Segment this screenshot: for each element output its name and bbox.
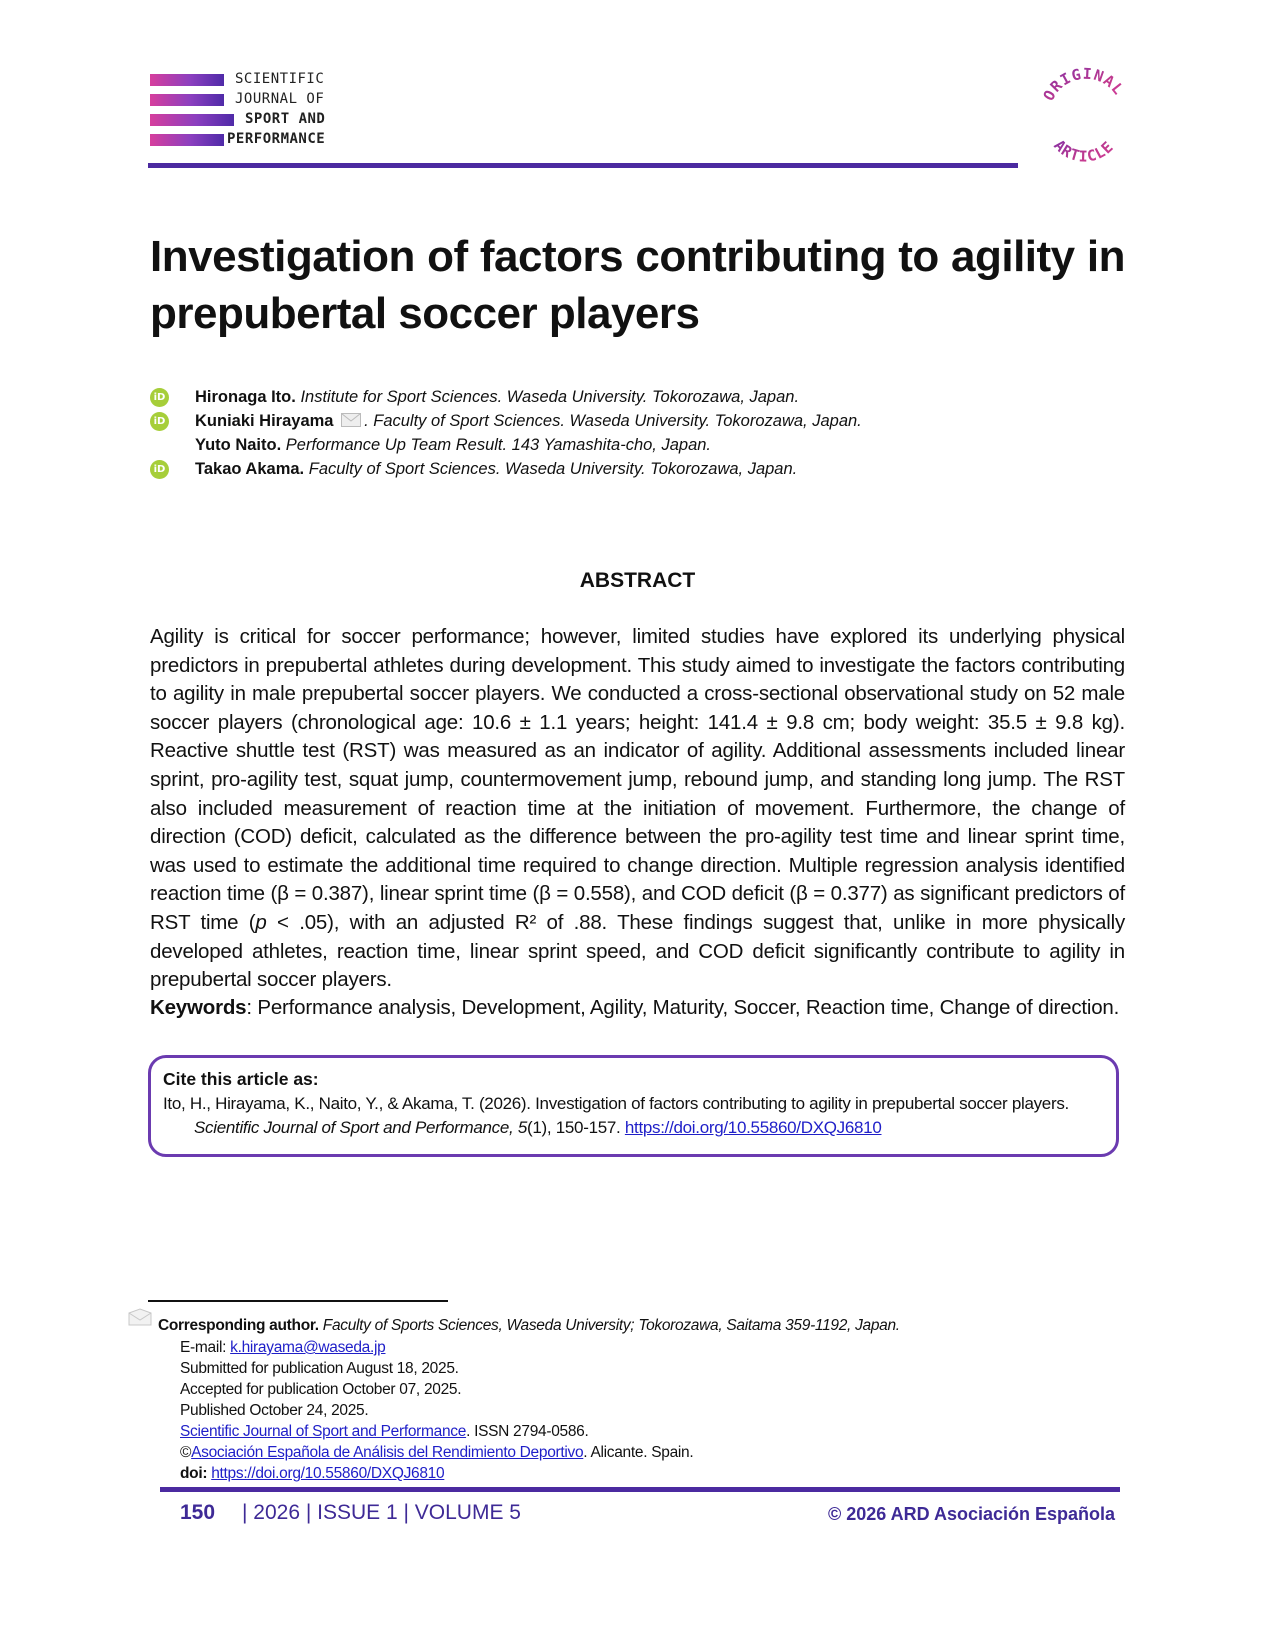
original-article-badge bbox=[1028, 62, 1138, 172]
author-name: Takao Akama. bbox=[195, 460, 305, 478]
badge-text-top: ORIGINAL bbox=[1039, 64, 1128, 104]
doi-link[interactable]: https://doi.org/10.55860/DXQJ6810 bbox=[211, 1465, 445, 1482]
citation-heading: Cite this article as: bbox=[163, 1069, 319, 1089]
journal-logo bbox=[150, 72, 350, 148]
citation-source: Scientific Journal of Sport and Performance, 5(1), 150-157. https://doi.org/10.55860/DXQJ6810 bbox=[194, 1118, 882, 1137]
author-name: Hironaga Ito. bbox=[195, 388, 296, 406]
footer-divider bbox=[160, 1487, 1120, 1492]
citation-text: Ito, H., Hirayama, K., Naito, Y., & Akama, T. (2026). Investigation of factors contributing to agility in prepubertal soccer players. bbox=[163, 1094, 1069, 1113]
logo-line: JOURNAL OF bbox=[235, 91, 325, 107]
author-name: Kuniaki Hirayama bbox=[195, 412, 334, 430]
logo-stripe bbox=[150, 94, 224, 106]
logo-stripe bbox=[150, 114, 234, 126]
keywords bbox=[150, 994, 1125, 1023]
journal-link[interactable]: Scientific Journal of Sport and Performance bbox=[180, 1423, 467, 1440]
submitted-date: Submitted for publication August 18, 2025. bbox=[180, 1360, 459, 1377]
logo-line: PERFORMANCE bbox=[227, 131, 326, 147]
corresponding-author: Corresponding author. Faculty of Sports Sciences, Waseda University; Tokorozawa, Saitama 359-1192, Japan. bbox=[158, 1317, 900, 1334]
footnote-doi: doi: https://doi.org/10.55860/DXQJ6810 bbox=[180, 1465, 445, 1482]
author-affiliation: Institute for Sport Sciences. Waseda University. Tokorozawa, Japan. bbox=[300, 388, 800, 406]
logo-line: SCIENTIFIC bbox=[235, 71, 325, 87]
article-title: Investigation of factors contributing to agility in prepubertal soccer players bbox=[150, 232, 1125, 338]
email-link[interactable]: k.hirayama@waseda.jp bbox=[230, 1339, 386, 1356]
orcid-icon[interactable]: iD bbox=[150, 412, 169, 431]
abstract-text: Agility is critical for soccer performance; however, limited studies have explored its underlying physical predictors in prepubertal athletes during development. This study aimed to investigate the factors contributing to agility in male prepubertal soccer players. We conducted a cross-sectional observational study on 52 male soccer players (chronological age: 10.6 ± 1.1 years; height: 141.4 ± 9.8 cm; body weight: 35.5 ± 9.8 kg). Reactive shuttle test (RST) was measured as an indicator of agility. Additional assessments included linear sprint, pro-agility test, squat jump, countermovement jump, rebound jump, and standing long jump. The RST also included measurement of reaction time at the initiation of movement. Furthermore, the change of direction (COD) deficit, calculated as the difference between the pro-agility test time and linear sprint time, was used to estimate the additional time required to change direction. Multiple regression analysis identified reaction time (β = 0.387), linear sprint time (β = 0.558), and COD deficit (β = 0.377) as significant predictors of RST time (p < .05), with an adjusted R² of .88. These findings suggest that, unlike in more physically developed athletes, reaction time, linear sprint speed, and COD deficit significantly contribute to agility in prepubertal soccer players. bbox=[150, 625, 1125, 992]
logo-stripe bbox=[150, 134, 224, 146]
author-entry bbox=[150, 457, 1150, 481]
logo-line: SPORT AND bbox=[245, 111, 326, 127]
author-email: E-mail: k.hirayama@waseda.jp bbox=[180, 1339, 386, 1356]
citation-doi-link[interactable]: https://doi.org/10.55860/DXQJ6810 bbox=[624, 1118, 882, 1137]
issue-info: | 2026 | ISSUE 1 | VOLUME 5 bbox=[242, 1501, 521, 1524]
author-list bbox=[150, 385, 1150, 481]
keywords-label: Keywords bbox=[150, 996, 247, 1019]
footnote-divider bbox=[148, 1300, 448, 1302]
author-name: Yuto Naito. bbox=[195, 436, 282, 454]
journal-info: Scientific Journal of Sport and Performance. ISSN 2794-0586. bbox=[180, 1423, 589, 1440]
badge-text-bottom: ARTICLE bbox=[1050, 136, 1118, 166]
abstract-heading: ABSTRACT bbox=[579, 569, 696, 592]
published-date: Published October 24, 2025. bbox=[180, 1402, 369, 1419]
author-entry bbox=[150, 409, 1150, 433]
author-affiliation: . Faculty of Sport Sciences. Waseda University. Tokorozawa, Japan. bbox=[364, 412, 862, 430]
page-number: 150 bbox=[180, 1501, 216, 1524]
orcid-icon[interactable]: iD bbox=[150, 460, 169, 479]
citation-box bbox=[148, 1055, 1119, 1157]
footer-copyright: © 2026 ARD Asociación Española bbox=[827, 1504, 1115, 1524]
accepted-date: Accepted for publication October 07, 2025. bbox=[180, 1381, 462, 1398]
publisher-link[interactable]: Asociación Española de Análisis del Rendimiento Deportivo bbox=[191, 1444, 584, 1461]
logo-stripe bbox=[150, 74, 224, 86]
author-entry bbox=[150, 385, 1150, 409]
keywords-list: : Performance analysis, Development, Agility, Maturity, Soccer, Reaction time, Change of direction. bbox=[246, 996, 1120, 1019]
orcid-icon[interactable]: iD bbox=[150, 388, 169, 407]
envelope-icon bbox=[128, 1308, 152, 1326]
header-divider bbox=[148, 163, 1018, 168]
author-entry bbox=[150, 433, 1150, 457]
author-affiliation: Performance Up Team Result. 143 Yamashita-cho, Japan. bbox=[285, 436, 712, 454]
publisher-info: ©Asociación Española de Análisis del Rendimiento Deportivo. Alicante. Spain. bbox=[180, 1444, 694, 1461]
author-affiliation: Faculty of Sport Sciences. Waseda University. Tokorozawa, Japan. bbox=[308, 460, 798, 478]
envelope-icon bbox=[341, 413, 361, 427]
